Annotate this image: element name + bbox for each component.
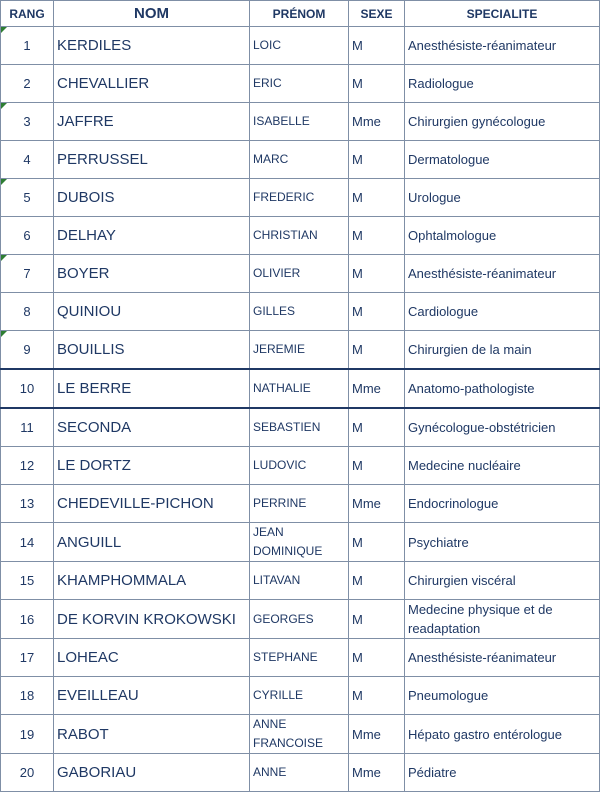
- cell-prenom: STEPHANE: [250, 639, 349, 677]
- cell-specialite: Pédiatre: [405, 754, 600, 792]
- cell-nom: PERRUSSEL: [54, 141, 250, 179]
- cell-specialite: Chirurgien de la main: [405, 331, 600, 370]
- cell-sexe: Mme: [349, 715, 405, 754]
- cell-nom: CHEVALLIER: [54, 65, 250, 103]
- cell-prenom: ERIC: [250, 65, 349, 103]
- cell-sexe: M: [349, 141, 405, 179]
- table-row: [1, 27, 600, 65]
- cell-nom: LE DORTZ: [54, 447, 250, 485]
- cell-rang: 17: [1, 639, 54, 677]
- cell-rang: 12: [1, 447, 54, 485]
- cell-specialite: Hépato gastro entérologue: [405, 715, 600, 754]
- cell-marker-icon: [1, 331, 7, 337]
- cell-marker-icon: [1, 27, 7, 33]
- cell-marker-icon: [1, 179, 7, 185]
- table-row: [1, 369, 600, 408]
- cell-sexe: M: [349, 562, 405, 600]
- cell-nom: CHEDEVILLE-PICHON: [54, 485, 250, 523]
- cell-sexe: M: [349, 331, 405, 370]
- cell-prenom: LUDOVIC: [250, 447, 349, 485]
- cell-specialite: Psychiatre: [405, 523, 600, 562]
- cell-specialite: Chirurgien gynécologue: [405, 103, 600, 141]
- cell-nom: RABOT: [54, 715, 250, 754]
- cell-rang: 9: [1, 331, 54, 370]
- cell-nom: ANGUILL: [54, 523, 250, 562]
- cell-sexe: Mme: [349, 369, 405, 408]
- header-specialite: SPECIALITE: [405, 1, 600, 27]
- table-row: [1, 179, 600, 217]
- header-rang: RANG: [1, 1, 54, 27]
- cell-nom: DELHAY: [54, 217, 250, 255]
- cell-specialite: Gynécologue-obstétricien: [405, 408, 600, 447]
- cell-sexe: M: [349, 255, 405, 293]
- cell-prenom: CYRILLE: [250, 677, 349, 715]
- cell-specialite: Medecine physique et de readaptation: [405, 600, 600, 639]
- cell-rang: 10: [1, 369, 54, 408]
- cell-rang: 14: [1, 523, 54, 562]
- cell-sexe: M: [349, 447, 405, 485]
- cell-prenom: MARC: [250, 141, 349, 179]
- cell-specialite: Radiologue: [405, 65, 600, 103]
- cell-rang: 5: [1, 179, 54, 217]
- header-prenom: PRÉNOM: [250, 1, 349, 27]
- cell-marker-icon: [1, 103, 7, 109]
- cell-sexe: M: [349, 293, 405, 331]
- cell-prenom: JEAN DOMINIQUE: [250, 523, 349, 562]
- cell-prenom: ISABELLE: [250, 103, 349, 141]
- cell-sexe: M: [349, 179, 405, 217]
- cell-prenom: CHRISTIAN: [250, 217, 349, 255]
- cell-rang: 19: [1, 715, 54, 754]
- cell-marker-icon: [1, 255, 7, 261]
- cell-sexe: M: [349, 677, 405, 715]
- cell-prenom: PERRINE: [250, 485, 349, 523]
- cell-nom: LOHEAC: [54, 639, 250, 677]
- cell-prenom: LOIC: [250, 27, 349, 65]
- cell-sexe: M: [349, 600, 405, 639]
- cell-rang: 7: [1, 255, 54, 293]
- cell-rang: 8: [1, 293, 54, 331]
- cell-rang: 11: [1, 408, 54, 447]
- cell-nom: KHAMPHOMMALA: [54, 562, 250, 600]
- cell-sexe: Mme: [349, 485, 405, 523]
- cell-nom: LE BERRE: [54, 369, 250, 408]
- table-row: [1, 562, 600, 600]
- cell-rang: 16: [1, 600, 54, 639]
- cell-specialite: Medecine nucléaire: [405, 447, 600, 485]
- cell-specialite: Dermatologue: [405, 141, 600, 179]
- cell-specialite: Ophtalmologue: [405, 217, 600, 255]
- cell-rang: 3: [1, 103, 54, 141]
- table-row: [1, 639, 600, 677]
- cell-specialite: Anesthésiste-réanimateur: [405, 255, 600, 293]
- cell-prenom: GILLES: [250, 293, 349, 331]
- cell-prenom: ANNE: [250, 754, 349, 792]
- table-row: [1, 677, 600, 715]
- cell-specialite: Urologue: [405, 179, 600, 217]
- cell-prenom: ANNE FRANCOISE: [250, 715, 349, 754]
- cell-prenom: FREDERIC: [250, 179, 349, 217]
- cell-nom: BOUILLIS: [54, 331, 250, 370]
- cell-nom: SECONDA: [54, 408, 250, 447]
- cell-sexe: M: [349, 65, 405, 103]
- table-row: [1, 255, 600, 293]
- cell-rang: 4: [1, 141, 54, 179]
- cell-nom: JAFFRE: [54, 103, 250, 141]
- cell-sexe: M: [349, 217, 405, 255]
- cell-nom: KERDILES: [54, 27, 250, 65]
- cell-rang: 13: [1, 485, 54, 523]
- cell-specialite: Pneumologue: [405, 677, 600, 715]
- cell-specialite: Cardiologue: [405, 293, 600, 331]
- table-row: [1, 103, 600, 141]
- header-sexe: SEXE: [349, 1, 405, 27]
- cell-prenom: JEREMIE: [250, 331, 349, 370]
- table-row: [1, 600, 600, 639]
- cell-specialite: Anesthésiste-réanimateur: [405, 27, 600, 65]
- table-row: [1, 447, 600, 485]
- cell-rang: 15: [1, 562, 54, 600]
- cell-nom: BOYER: [54, 255, 250, 293]
- cell-nom: GABORIAU: [54, 754, 250, 792]
- cell-sexe: Mme: [349, 103, 405, 141]
- cell-specialite: Endocrinologue: [405, 485, 600, 523]
- table-row: [1, 141, 600, 179]
- table-row: [1, 408, 600, 447]
- table-row: [1, 485, 600, 523]
- cell-prenom: LITAVAN: [250, 562, 349, 600]
- table-row: [1, 715, 600, 754]
- cell-specialite: Chirurgien viscéral: [405, 562, 600, 600]
- cell-sexe: M: [349, 27, 405, 65]
- cell-nom: EVEILLEAU: [54, 677, 250, 715]
- table-row: [1, 217, 600, 255]
- table-row: [1, 331, 600, 370]
- cell-sexe: M: [349, 639, 405, 677]
- cell-prenom: SEBASTIEN: [250, 408, 349, 447]
- cell-specialite: Anatomo-pathologiste: [405, 369, 600, 408]
- cell-rang: 18: [1, 677, 54, 715]
- cell-rang: 20: [1, 754, 54, 792]
- cell-nom: QUINIOU: [54, 293, 250, 331]
- cell-nom: DE KORVIN KROKOWSKI: [54, 600, 250, 639]
- header-nom: NOM: [54, 1, 250, 27]
- cell-sexe: M: [349, 523, 405, 562]
- table-row: [1, 293, 600, 331]
- cell-rang: 2: [1, 65, 54, 103]
- header-row: [1, 1, 600, 27]
- cell-rang: 1: [1, 27, 54, 65]
- cell-sexe: Mme: [349, 754, 405, 792]
- table-row: [1, 65, 600, 103]
- cell-prenom: NATHALIE: [250, 369, 349, 408]
- cell-prenom: OLIVIER: [250, 255, 349, 293]
- cell-prenom: GEORGES: [250, 600, 349, 639]
- table-row: [1, 523, 600, 562]
- table-row: [1, 754, 600, 792]
- cell-specialite: Anesthésiste-réanimateur: [405, 639, 600, 677]
- cell-sexe: M: [349, 408, 405, 447]
- cell-nom: DUBOIS: [54, 179, 250, 217]
- cell-rang: 6: [1, 217, 54, 255]
